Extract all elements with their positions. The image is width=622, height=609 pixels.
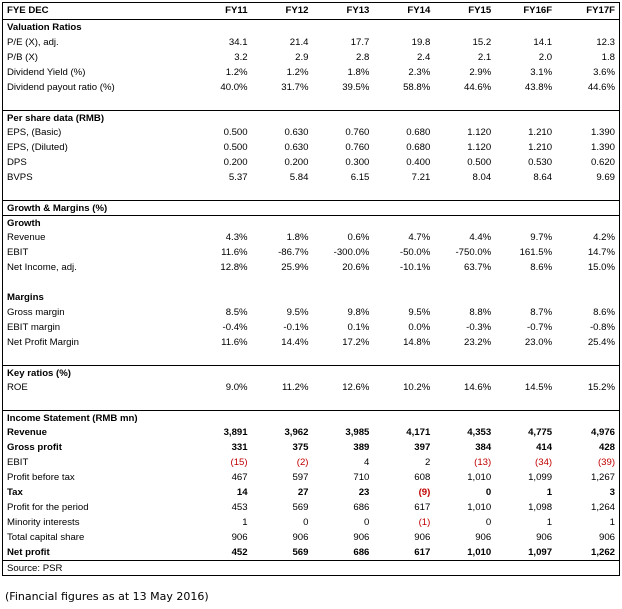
table-row	[3, 155, 619, 170]
table-cell: 25.4%	[587, 336, 616, 348]
table-cell: 14.1	[533, 36, 553, 48]
table-cell: 14.6%	[464, 381, 492, 393]
table-row	[3, 65, 619, 80]
table-row	[3, 80, 619, 95]
table-cell: 3.1%	[530, 66, 553, 78]
table-cell: 906	[475, 531, 492, 543]
table-cell: 1,010	[467, 471, 492, 483]
figures-date-note: (Financial figures as at 13 May 2016)	[5, 590, 209, 603]
table-cell: 23	[358, 486, 370, 498]
row-label: Revenue	[7, 426, 47, 438]
table-cell: 1,262	[591, 546, 616, 558]
table-row	[3, 335, 619, 350]
table-cell: 4.7%	[408, 231, 431, 243]
table-cell: 906	[231, 531, 248, 543]
table-cell: -0.4%	[222, 321, 248, 333]
table-cell: 5.84	[289, 171, 309, 183]
row-label: EBIT	[7, 246, 29, 258]
table-row	[3, 230, 619, 245]
table-cell: 0.760	[345, 141, 370, 153]
table-cell: 2.3%	[408, 66, 431, 78]
table-cell: 1	[546, 516, 553, 528]
row-label: DPS	[7, 156, 27, 168]
table-row	[3, 485, 619, 500]
table-cell: 44.6%	[587, 81, 616, 93]
section-title: Key ratios (%)	[7, 367, 71, 379]
table-cell: 389	[353, 441, 370, 453]
table-cell: 1.390	[591, 126, 616, 138]
source-text: Source: PSR	[7, 562, 63, 574]
table-cell: 2.8	[356, 51, 370, 63]
table-cell: 161.5%	[519, 246, 553, 258]
table-cell: 331	[231, 441, 248, 453]
table-cell: 17.2%	[342, 336, 370, 348]
table-cell: (1)	[418, 516, 431, 528]
table-cell: 9.7%	[530, 231, 553, 243]
table-cell: 0	[485, 516, 492, 528]
spacer	[3, 395, 619, 410]
table-cell: 0	[485, 486, 492, 498]
table-cell: 617	[414, 501, 431, 513]
table-cell: 4	[364, 456, 370, 468]
year-header: FY15	[468, 5, 492, 16]
table-cell: (2)	[296, 456, 309, 468]
table-cell: 0.530	[528, 156, 553, 168]
table-cell: 23.2%	[464, 336, 492, 348]
section-title: Per share data (RMB)	[7, 112, 105, 124]
row-label: EPS, (Diluted)	[7, 141, 68, 153]
table-header-row	[3, 3, 619, 20]
table-cell: (9)	[418, 486, 431, 498]
table-row	[3, 305, 619, 320]
table-cell: 17.7	[350, 36, 370, 48]
table-cell: 0.1%	[347, 321, 370, 333]
section-title-row	[3, 20, 619, 35]
row-label: Gross profit	[7, 441, 62, 453]
row-label: EPS, (Basic)	[7, 126, 62, 138]
financial-table	[2, 2, 620, 576]
section-title: Valuation Ratios	[7, 21, 82, 33]
table-cell: 9.69	[596, 171, 616, 183]
table-cell: 4,976	[591, 426, 616, 438]
spacer	[3, 350, 619, 365]
section-title: Growth	[7, 217, 41, 229]
year-header: FY12	[285, 5, 309, 16]
table-cell: 0.500	[223, 141, 248, 153]
table-cell: 1.2%	[225, 66, 248, 78]
row-label: BVPS	[7, 171, 33, 183]
table-cell: 1.210	[528, 126, 553, 138]
table-cell: 2.0	[538, 51, 553, 63]
table-cell: 31.7%	[281, 81, 309, 93]
table-cell: 6.15	[350, 171, 370, 183]
row-label: Dividend Yield (%)	[7, 66, 86, 78]
table-cell: 8.7%	[530, 306, 553, 318]
table-cell: 375	[292, 441, 309, 453]
table-cell: 569	[292, 501, 309, 513]
row-label: Profit before tax	[7, 471, 75, 483]
table-cell: 2.9	[295, 51, 309, 63]
table-cell: 8.6%	[530, 261, 553, 273]
table-row	[3, 50, 619, 65]
table-cell: 0.300	[345, 156, 370, 168]
row-label: Tax	[7, 486, 23, 498]
fye-label: FYE DEC	[7, 5, 49, 16]
table-cell: 11.6%	[221, 336, 248, 348]
table-cell: 4,353	[467, 426, 492, 438]
table-cell: (34)	[535, 456, 553, 468]
table-cell: 414	[536, 441, 553, 453]
table-row	[3, 140, 619, 155]
table-cell: 1,099	[528, 471, 553, 483]
table-cell: 8.8%	[469, 306, 492, 318]
section-title-row	[3, 410, 619, 425]
table-row	[3, 500, 619, 515]
table-cell: 0.500	[223, 126, 248, 138]
table-cell: 8.04	[472, 171, 492, 183]
table-cell: 2.4	[416, 51, 431, 63]
table-cell: 11.2%	[281, 381, 309, 393]
table-cell: 27	[297, 486, 309, 498]
table-cell: 14.4%	[281, 336, 309, 348]
table-cell: 12.6%	[342, 381, 370, 393]
table-row	[3, 170, 619, 185]
table-cell: 0.400	[406, 156, 431, 168]
table-cell: 0.630	[284, 126, 309, 138]
table-cell: 3	[609, 486, 616, 498]
table-row	[3, 425, 619, 440]
table-cell: 4,775	[528, 426, 553, 438]
table-cell: 10.2%	[403, 381, 431, 393]
table-cell: 8.6%	[593, 306, 616, 318]
table-cell: 5.37	[228, 171, 248, 183]
row-label: P/E (X), adj.	[7, 36, 59, 48]
table-cell: 0.620	[591, 156, 616, 168]
row-label: EBIT margin	[7, 321, 61, 333]
table-cell: 7.21	[411, 171, 431, 183]
year-header: FY17F	[586, 5, 616, 16]
table-row	[3, 260, 619, 275]
table-cell: 63.7%	[464, 261, 492, 273]
table-cell: 0.6%	[347, 231, 370, 243]
table-cell: 0.760	[345, 126, 370, 138]
table-row	[3, 380, 619, 395]
row-label: Gross margin	[7, 306, 65, 318]
table-row	[3, 440, 619, 455]
table-row	[3, 320, 619, 335]
table-cell: 0	[364, 516, 370, 528]
table-cell: -300.0%	[333, 246, 370, 258]
table-cell: 906	[292, 531, 309, 543]
table-cell: 19.8	[411, 36, 431, 48]
section-title-row	[3, 365, 619, 380]
table-cell: 1.390	[591, 141, 616, 153]
table-cell: -0.8%	[589, 321, 616, 333]
table-cell: 39.5%	[342, 81, 370, 93]
table-cell: -0.1%	[283, 321, 309, 333]
table-cell: 452	[231, 546, 248, 558]
table-cell: -50.0%	[399, 246, 431, 258]
table-cell: 15.2%	[587, 381, 616, 393]
table-cell: 2.9%	[469, 66, 492, 78]
table-cell: -750.0%	[455, 246, 492, 258]
table-cell: 3,985	[345, 426, 370, 438]
section-title-row	[3, 200, 619, 215]
table-cell: 4,171	[406, 426, 431, 438]
table-cell: 686	[353, 501, 370, 513]
year-header: FY11	[225, 5, 248, 16]
table-cell: 15.0%	[587, 261, 616, 273]
year-header: FY16F	[523, 5, 553, 16]
table-cell: 2.1	[477, 51, 492, 63]
table-cell: 0.200	[223, 156, 248, 168]
table-cell: 3.6%	[593, 66, 616, 78]
section-title: Margins	[7, 291, 44, 303]
table-cell: -0.7%	[527, 321, 553, 333]
year-header: FY14	[407, 5, 431, 16]
table-cell: 44.6%	[464, 81, 492, 93]
row-label: Total capital share	[7, 531, 85, 543]
section-title: Income Statement (RMB mn)	[7, 412, 138, 424]
table-cell: 906	[599, 531, 616, 543]
row-label: Revenue	[7, 231, 46, 243]
table-cell: (39)	[597, 456, 616, 468]
table-cell: 617	[414, 546, 431, 558]
table-row	[3, 530, 619, 545]
table-cell: 1.8%	[347, 66, 370, 78]
table-cell: 710	[353, 471, 370, 483]
section-title-row	[3, 215, 619, 230]
table-cell: 1,264	[591, 501, 616, 513]
section-title: Growth & Margins (%)	[7, 202, 108, 214]
table-cell: (13)	[474, 456, 492, 468]
table-cell: 14.7%	[587, 246, 616, 258]
table-cell: 906	[414, 531, 431, 543]
table-cell: 4.3%	[225, 231, 248, 243]
table-cell: 384	[475, 441, 492, 453]
table-cell: 14	[236, 486, 248, 498]
row-label: Net profit	[7, 546, 50, 558]
table-cell: 3.2	[234, 51, 248, 63]
table-row	[3, 515, 619, 530]
table-row	[3, 470, 619, 485]
table-cell: 428	[599, 441, 616, 453]
table-cell: 1,097	[528, 546, 553, 558]
table-cell: 2	[424, 456, 431, 468]
table-cell: 3,962	[284, 426, 309, 438]
row-label: ROE	[7, 381, 28, 393]
table-cell: (15)	[230, 456, 248, 468]
table-cell: 1	[546, 486, 553, 498]
table-cell: 686	[353, 546, 370, 558]
table-cell: 43.8%	[524, 81, 553, 93]
table-cell: 9.0%	[225, 381, 248, 393]
table-cell: 453	[231, 501, 248, 513]
table-cell: 0.500	[467, 156, 492, 168]
table-cell: 20.6%	[342, 261, 370, 273]
row-label: EBIT	[7, 456, 29, 468]
table-row	[3, 545, 619, 560]
table-cell: 906	[353, 531, 370, 543]
table-cell: 25.9%	[281, 261, 309, 273]
table-cell: 1,098	[528, 501, 553, 513]
table-cell: 0.0%	[408, 321, 431, 333]
table-cell: 8.64	[533, 171, 553, 183]
table-cell: 1	[609, 516, 616, 528]
year-header: FY13	[346, 5, 370, 16]
table-cell: 12.3	[596, 36, 616, 48]
source-row	[3, 560, 619, 575]
table-cell: 0	[303, 516, 309, 528]
table-cell: 1	[242, 516, 248, 528]
row-label: Net Profit Margin	[7, 336, 79, 348]
table-cell: 597	[292, 471, 309, 483]
table-cell: 3,891	[223, 426, 248, 438]
table-cell: 1.8%	[286, 231, 309, 243]
table-cell: 14.5%	[524, 381, 553, 393]
table-cell: 0.630	[284, 141, 309, 153]
table-cell: 467	[231, 471, 248, 483]
row-label: Profit for the period	[7, 501, 89, 513]
table-cell: 0.680	[406, 126, 431, 138]
section-title-row	[3, 110, 619, 125]
table-cell: 569	[292, 546, 309, 558]
table-cell: -0.3%	[466, 321, 492, 333]
row-label: P/B (X)	[7, 51, 38, 63]
table-cell: -86.7%	[278, 246, 309, 258]
row-label: Net Income, adj.	[7, 261, 77, 273]
table-cell: 4.2%	[593, 231, 616, 243]
table-row	[3, 35, 619, 50]
table-cell: 9.5%	[408, 306, 431, 318]
row-label: Minority interests	[7, 516, 80, 528]
table-cell: 21.4	[289, 36, 309, 48]
table-cell: 9.5%	[286, 306, 309, 318]
section-title-row	[3, 290, 619, 305]
table-cell: 397	[414, 441, 431, 453]
table-body	[3, 20, 619, 575]
spacer	[3, 275, 619, 290]
table-cell: 9.8%	[347, 306, 370, 318]
table-cell: 1,010	[467, 501, 492, 513]
table-cell: 15.2	[472, 36, 492, 48]
table-cell: 34.1	[228, 36, 248, 48]
table-cell: 0.680	[406, 141, 431, 153]
spacer	[3, 185, 619, 200]
table-cell: 906	[536, 531, 553, 543]
table-cell: 1.8	[601, 51, 616, 63]
table-cell: 1,010	[467, 546, 492, 558]
table-cell: 12.8%	[220, 261, 248, 273]
row-label: Dividend payout ratio (%)	[7, 81, 115, 93]
table-cell: 0.200	[284, 156, 309, 168]
spacer	[3, 95, 619, 110]
table-cell: 1.2%	[286, 66, 309, 78]
table-cell: 1.210	[528, 141, 553, 153]
table-row	[3, 455, 619, 470]
table-cell: 11.6%	[221, 246, 248, 258]
table-cell: 1.120	[467, 141, 492, 153]
table-cell: 4.4%	[469, 231, 492, 243]
table-cell: 14.8%	[403, 336, 431, 348]
table-cell: 1.120	[467, 126, 492, 138]
table-row	[3, 125, 619, 140]
table-row	[3, 245, 619, 260]
table-cell: 1,267	[591, 471, 616, 483]
table-cell: 58.8%	[403, 81, 431, 93]
table-cell: 23.0%	[524, 336, 553, 348]
table-cell: 40.0%	[220, 81, 248, 93]
table-cell: 8.5%	[225, 306, 248, 318]
table-cell: 608	[414, 471, 431, 483]
table-cell: -10.1%	[399, 261, 431, 273]
